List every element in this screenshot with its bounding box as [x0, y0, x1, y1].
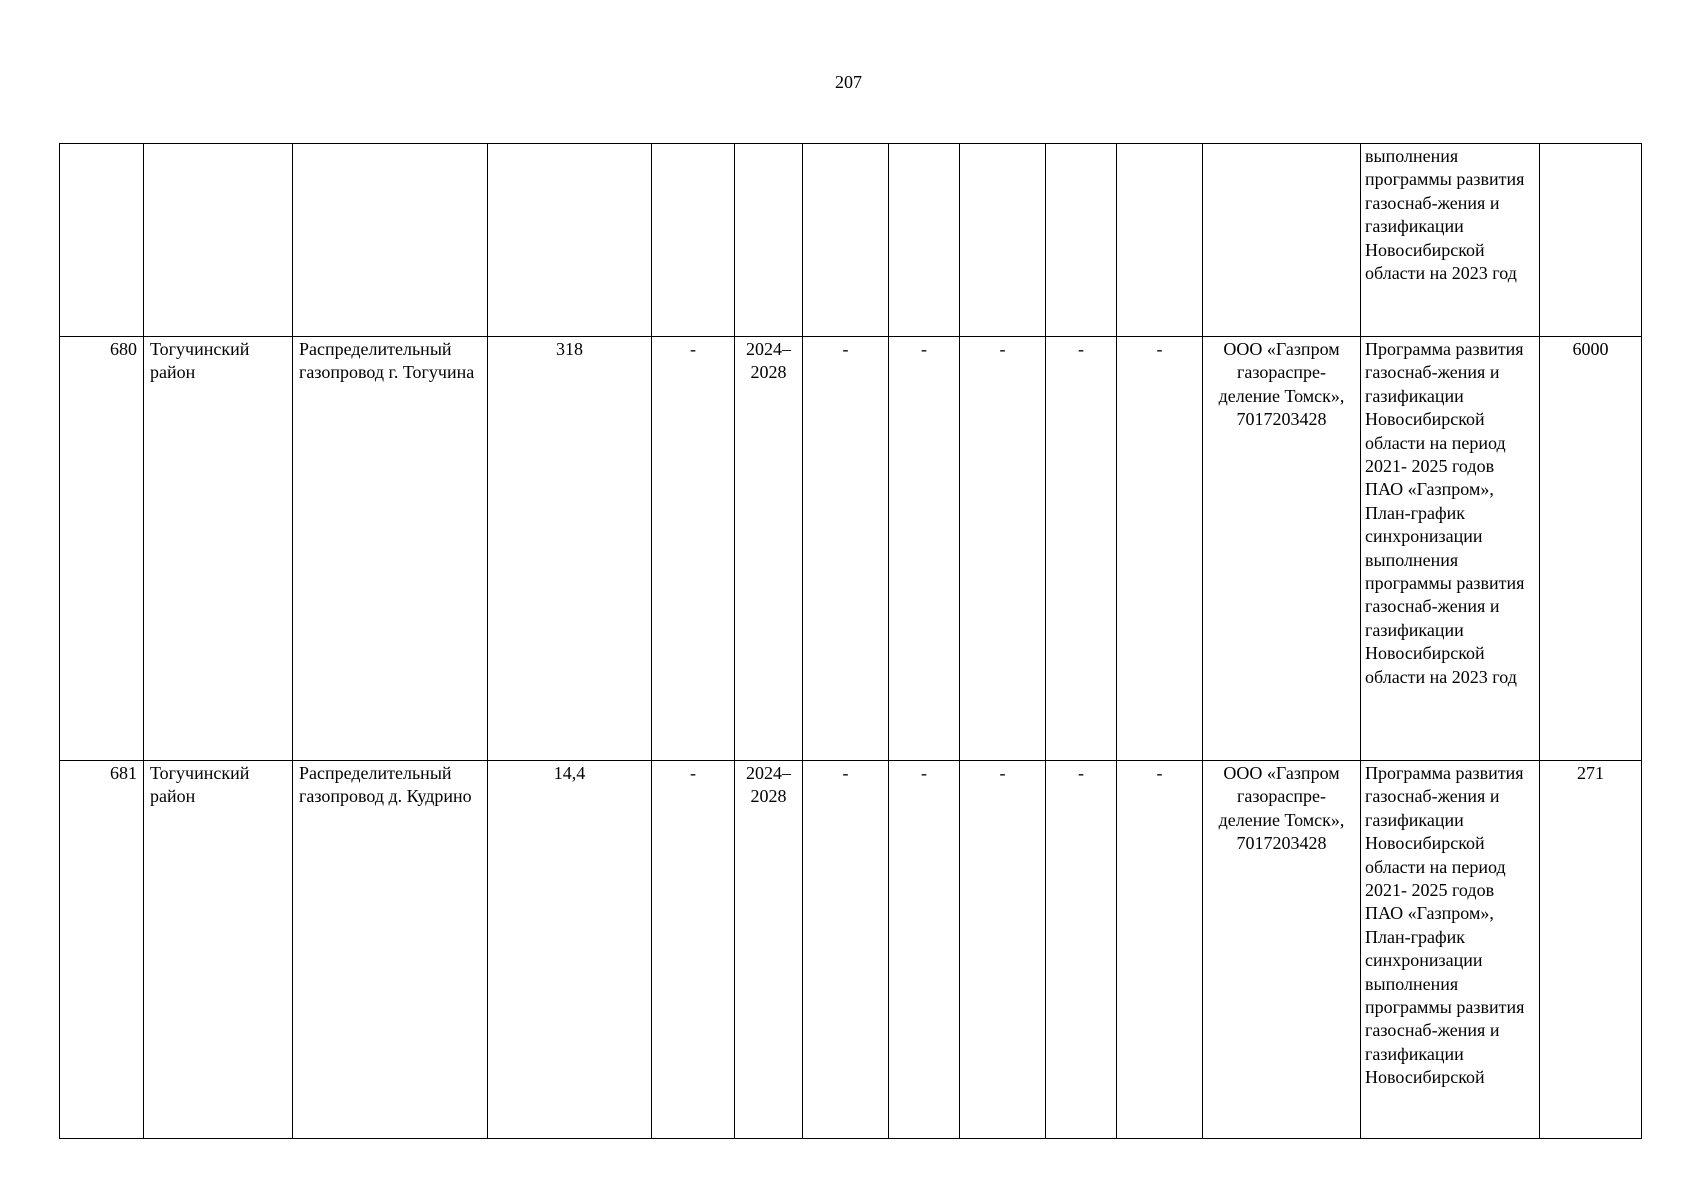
value-cell: [1540, 144, 1642, 337]
length-cell: 318: [488, 337, 652, 761]
col11-cell: -: [1117, 337, 1203, 761]
col10-cell: -: [1046, 337, 1117, 761]
length-cell: 14,4: [488, 761, 652, 1139]
period-cell: [735, 144, 803, 337]
col9-cell: [960, 144, 1046, 337]
page-number: 207: [835, 72, 862, 92]
district-cell: [144, 144, 293, 337]
table-row: [60, 144, 1642, 337]
district-cell: Тогучинский район: [144, 761, 293, 1139]
row-number-cell: 681: [60, 761, 144, 1139]
operator-cell: ООО «Газпром газораспре-деление Томск», 7017203428: [1203, 337, 1361, 761]
period-cell: 2024–2028: [735, 761, 803, 1139]
col5-cell: -: [652, 337, 735, 761]
value-cell: 6000: [1540, 337, 1642, 761]
basis-cell: Программа развития газоснаб-жения и газификации Новосибирской области на период 2021- 2025 годов ПАО «Газпром», План-график синхронизации выполнения программы развития газоснаб-жения и газификации Новосибирской: [1361, 761, 1540, 1139]
object-cell: Распределительный газопровод д. Кудрино: [293, 761, 488, 1139]
row-number-cell: [60, 144, 144, 337]
col8-cell: [889, 144, 960, 337]
table-row: [60, 761, 1642, 1139]
object-cell: Распределительный газопровод г. Тогучина: [293, 337, 488, 761]
basis-cell: Программа развития газоснаб-жения и газификации Новосибирской области на период 2021- 2025 годов ПАО «Газпром», План-график синхронизации выполнения программы развития газоснаб-жения и газификации Новосибирской области на 2023 год: [1361, 337, 1540, 761]
col10-cell: [1046, 144, 1117, 337]
col11-cell: [1117, 144, 1203, 337]
col9-cell: -: [960, 337, 1046, 761]
col5-cell: -: [652, 761, 735, 1139]
col8-cell: -: [889, 761, 960, 1139]
col10-cell: -: [1046, 761, 1117, 1139]
col5-cell: [652, 144, 735, 337]
col7-cell: -: [803, 337, 889, 761]
col7-cell: [803, 144, 889, 337]
object-cell: [293, 144, 488, 337]
data-table: [59, 143, 1642, 1139]
table-row: [60, 337, 1642, 761]
length-cell: [488, 144, 652, 337]
operator-cell: [1203, 144, 1361, 337]
col9-cell: -: [960, 761, 1046, 1139]
period-cell: 2024–2028: [735, 337, 803, 761]
col7-cell: -: [803, 761, 889, 1139]
district-cell: Тогучинский район: [144, 337, 293, 761]
col8-cell: -: [889, 337, 960, 761]
basis-cell: выполнения программы развития газоснаб-жения и газификации Новосибирской области на 2023 год: [1361, 144, 1540, 337]
operator-cell: ООО «Газпром газораспре-деление Томск», 7017203428: [1203, 761, 1361, 1139]
row-number-cell: 680: [60, 337, 144, 761]
col11-cell: -: [1117, 761, 1203, 1139]
value-cell: 271: [1540, 761, 1642, 1139]
